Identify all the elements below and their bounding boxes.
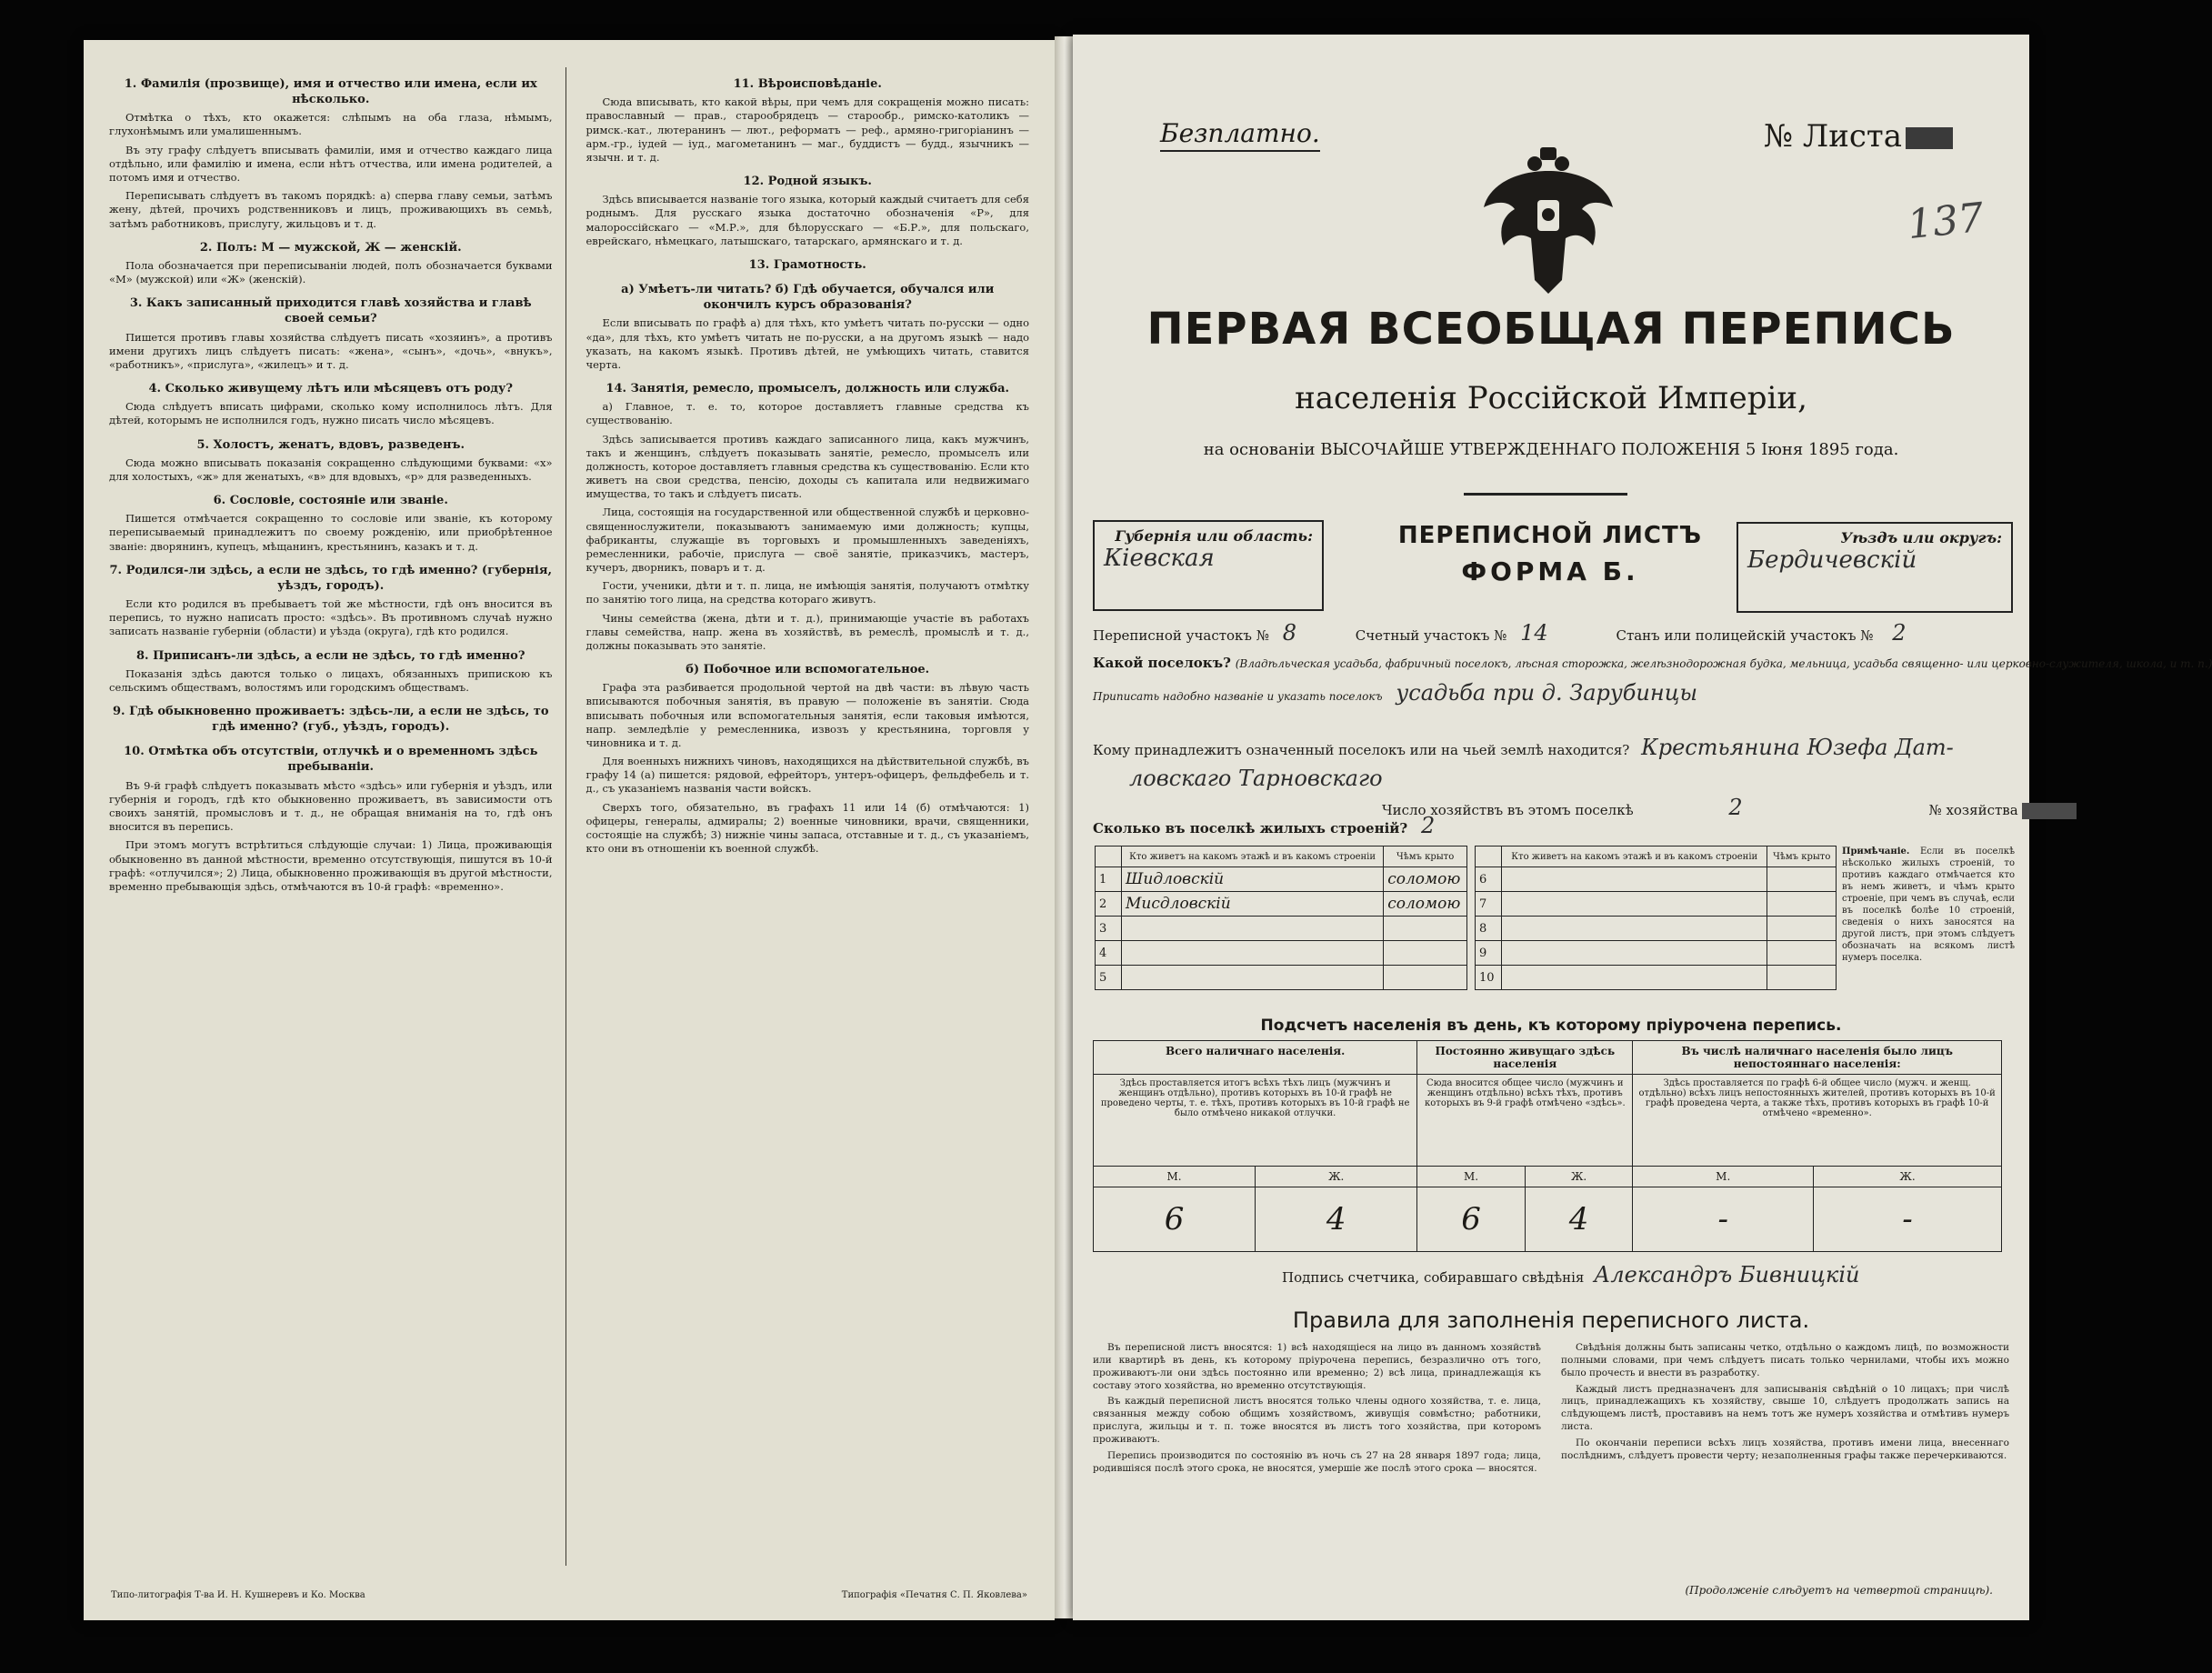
instruction-heading: 11. Вѣроисповѣданіе. xyxy=(733,77,882,91)
instruction-heading: 2. Полъ: М — мужской, Ж — женскій. xyxy=(199,240,462,255)
sheet-number xyxy=(1764,118,1953,155)
settlement-value: усадьба при д. Зарубинцы xyxy=(1396,680,1697,706)
rules-title: Правила для заполненія переписного листа. xyxy=(1292,1307,1810,1333)
building-cell-who xyxy=(1122,917,1384,941)
rules-paragraph: Въ каждый переписной листъ вносятся только члены одного хозяйства, т. е. лица, связанныя между собою общимъ хозяйствомъ, живущія совмѣстно; работники, прислуга, жильцы и т. п. тоже вносятся въ листъ того хозяйства, при которомъ проживаютъ. xyxy=(1093,1396,1541,1446)
book-spine xyxy=(1055,36,1075,1618)
buildings-header-who: Кто живетъ на какомъ этажѣ и въ какомъ строеніи xyxy=(1122,847,1384,867)
settlement-hint-2: Приписать надобно названіе и указать поселокъ xyxy=(1093,690,1383,703)
summary-col-temporary-title: Въ числѣ наличнаго населенія было лицъ непостояннаго населенія: xyxy=(1633,1041,2002,1075)
summary-value-permanent-f: 4 xyxy=(1525,1187,1633,1252)
building-row xyxy=(1476,966,1837,990)
printer-imprint-right: Типографія «Печатня С. П. Яковлева» xyxy=(841,1590,1027,1600)
summary-value-permanent-m: 6 xyxy=(1417,1187,1526,1252)
census-subtitle: населенія Россійской Имперіи, xyxy=(1295,380,1807,416)
instruction-paragraph: Показанія здѣсь даются только о лицахъ, обязанныхъ припискою къ сельскимъ обществамъ, волостямъ или городскимъ обществамъ. xyxy=(109,666,553,694)
district-label: Уѣздъ или округъ: xyxy=(1840,529,2002,546)
summary-col-total-title: Всего наличнаго населенія. xyxy=(1094,1041,1417,1075)
settlement-hint: (Владѣльческая усадьба, фабричный поселокъ, лѣсная сторожка, желѣзнодорожная будка, мельница, усадьба священно- или церковно-служителя, школа, и т. п.) xyxy=(1235,657,2212,670)
district-value: Бердичевскій xyxy=(1747,546,1917,574)
title-divider xyxy=(1464,493,1627,496)
instruction-column-2 xyxy=(586,67,1030,1566)
instruction-columns xyxy=(109,67,1029,1566)
form-title: ПЕРЕПИСНОЙ ЛИСТЪ xyxy=(1397,522,1703,549)
counting-district-label: Счетный участокъ № xyxy=(1355,627,1507,644)
instruction-paragraph: Здѣсь записывается противъ каждаго записанного лица, какъ мужчинъ, такъ и женщинъ, слѣдуетъ показывать занятіе, ремесло, промыселъ или должность, которое доставляетъ главныя средства къ существованію. Если кто живетъ на свои средства, пенсію, доходы съ капитала или недвижимаго имущества, то такъ и слѣдуетъ писать. xyxy=(586,432,1029,501)
instruction-paragraph: Для военныхъ нижнихъ чиновъ, находящихся на дѣйствительной службѣ, въ графу 14 (а) пишется: рядовой, ефрейторъ, унтеръ-офицеръ, фельдфебель и т. д., съ указаніемъ названія части войскъ. xyxy=(586,755,1029,796)
summary-value-temporary-m: - xyxy=(1633,1187,1814,1252)
buildings-table-left xyxy=(1095,846,1467,990)
summary-sex-m-1: М. xyxy=(1094,1167,1256,1187)
building-row xyxy=(1096,917,1467,941)
legal-basis-text: на основаніи ВЫСОЧАЙШЕ УТВЕРЖДЕННАГО ПОЛОЖЕНІЯ 5 Іюня 1895 года. xyxy=(1203,440,1899,459)
owner-line xyxy=(1093,735,2009,760)
census-district-label: Переписной участокъ № xyxy=(1093,627,1269,644)
building-row xyxy=(1096,867,1467,892)
census-title: ПЕРВАЯ ВСЕОБЩАЯ ПЕРЕПИСЬ xyxy=(1146,304,1956,355)
building-row xyxy=(1476,867,1837,892)
building-cell-n: 1 xyxy=(1096,867,1122,892)
instruction-paragraph: Здѣсь вписывается названіе того языка, который каждый считаетъ для себя роднымъ. Для русскаго языка достаточно обозначенія «Р», для малороссійскаго — «М.Р.», для бѣлорусскаго — «Б.Р.», для польскаго, еврейскаго, нѣмецкаго, латышскаго, татарскаго, армянскаго и т. д. xyxy=(586,193,1029,247)
building-cell-n: 4 xyxy=(1096,941,1122,966)
building-cell-roof xyxy=(1384,941,1467,966)
building-cell-roof: соломою xyxy=(1384,867,1467,892)
instruction-paragraph: Сюда вписывать, кто какой вѣры, при чемъ для сокращенія можно писать: православный — прав., старообрядецъ — старообр., римско-католикъ — римск.-кат., лютеранинъ — лют., реформатъ — реф., армяно-григоріанинъ — арм.-гр., іудей — іуд., магометанинъ — маг., буддистъ — будд., язычникъ — язычн. и т. д. xyxy=(586,95,1029,164)
owner-label: Кому принадлежитъ означенный поселокъ или на чьей землѣ находится? xyxy=(1093,742,1630,758)
instruction-heading: 1. Фамилія (прозвище), имя и отчество или имена, если их нѣсколько. xyxy=(124,77,537,107)
enumerator-signature-line xyxy=(1282,1262,1859,1287)
building-cell-empty xyxy=(1767,867,1837,892)
free-label: Безплатно. xyxy=(1160,118,1320,152)
instruction-paragraph: Сверхъ того, обязательно, въ графахъ 11 или 14 (б) отмѣчаются: 1) офицеры, генералы, адмиралы; 2) военные чиновники, врачи, священники, состоящіе на службѣ; 3) нижніе чины запаса, отставные и т. д., съ указаніемъ, кто они въ отношеніи къ военной службѣ. xyxy=(586,800,1029,856)
instruction-paragraph: Отмѣтка о тѣхъ, кто окажется: слѣпымъ на оба глаза, нѣмымъ, глухонѣмымъ или умалишеннымъ. xyxy=(109,111,553,138)
building-row xyxy=(1476,941,1837,966)
building-cell-empty xyxy=(1502,941,1767,966)
instruction-paragraph: Если кто родился въ пребываетъ той же мѣстности, гдѣ онъ вносится въ перепись, то нужно написать просто: «здѣсь». Въ противномъ случаѣ нужно записать названіе губерніи (области) и уѣзда (округа), гдѣ кто родился. xyxy=(109,597,553,638)
instruction-paragraph: Чины семейства (жена, дѣти и т. д.), принимающіе участіе въ работахъ главы семейства, напр. жена въ хозяйствѣ, въ ремеслѣ, промыслѣ и т. д., должны показывать это занятіе. xyxy=(586,611,1029,652)
buildings-header-who-2: Кто живетъ на какомъ этажѣ и въ какомъ строеніи xyxy=(1502,847,1767,867)
household-number-label: № хозяйства xyxy=(1928,802,2018,818)
summary-value-total-m: 6 xyxy=(1094,1187,1256,1252)
building-row xyxy=(1096,892,1467,917)
owner-line-2 xyxy=(1093,766,2009,791)
summary-value-temporary-f: - xyxy=(1814,1187,2002,1252)
building-row xyxy=(1476,917,1837,941)
instruction-paragraph: При этомъ могутъ встрѣтиться слѣдующіе случаи: 1) Лица, проживающія обыкновенно въ данной мѣстности, временно отсутствующія, пишутся въ 10-й графѣ: «отлучился»; 2) Лица, обыкновенно проживающія въ другой мѣстности, временно пребывающія здѣсь, отмѣчаются въ 10-й графѣ: «временно». xyxy=(109,838,553,893)
instruction-paragraph: Пишется отмѣчается сокращенно то сословіе или званіе, къ которому переписываемый принадлежитъ по своему рожденію, или приобрѣтенное званіе: дворянинъ, купецъ, мѣщанинъ, крестьянинъ, казакъ и т. д. xyxy=(109,512,553,553)
rules-column-2 xyxy=(1561,1342,2009,1479)
settlement-value-line xyxy=(1093,680,2009,706)
instruction-paragraph: Если вписывать по графѣ а) для тѣхъ, кто умѣетъ читать по-русски — одно «да», для тѣхъ, кто умѣетъ читать не по-русски, а на другомъ языкѣ — надо указать, на какомъ языкѣ. Противъ дѣтей, не умѣющихъ читать, ставится черта. xyxy=(586,316,1029,371)
building-cell-n: 9 xyxy=(1476,941,1502,966)
instruction-paragraph: Графа эта разбивается продольной чертой на двѣ части: въ лѣвую часть вписываются побочныя занятія, въ правую — положеніе въ занятіи. Сюда вписывать побочныя или вспомогательныя занятія, если таковыя имѣются, напр. земледѣліе у ремесленника, извозъ у крестьянина, торговля у чиновника и т. д. xyxy=(586,681,1029,749)
building-cell-empty xyxy=(1502,966,1767,990)
province-label: Губернія или область: xyxy=(1115,527,1313,545)
instruction-heading: 14. Занятія, ремесло, промыселъ, должность или служба. xyxy=(606,382,1010,396)
counting-district-value: 14 xyxy=(1520,620,1548,646)
police-district-label: Станъ или полицейскій участокъ № xyxy=(1616,627,1874,644)
building-row xyxy=(1476,892,1837,917)
building-cell-n: 6 xyxy=(1476,867,1502,892)
instruction-paragraph: Гости, ученики, дѣти и т. п. лица, не имѣющія занятія, получаютъ отмѣтку по занятію того лица, на средства котораго живутъ. xyxy=(586,579,1029,606)
rules-paragraph: По окончаніи переписи всѣхъ лицъ хозяйства, противъ имени лица, внесеннаго послѣднимъ, слѣдуетъ провести черту; незаполненныя графы также перечеркиваются. xyxy=(1561,1438,2009,1461)
households-label: Число хозяйствъ въ этомъ поселкѣ xyxy=(1382,802,1634,818)
instruction-heading: а) Умѣетъ-ли читать? б) Гдѣ обучается, обучался или окончилъ курсъ образованія? xyxy=(621,283,995,313)
rules-text xyxy=(1093,1342,2009,1479)
printer-imprint-left: Типо-литографія Т-ва И. Н. Кушнеревъ и Ко. Москва xyxy=(111,1590,365,1600)
building-cell-empty xyxy=(1502,867,1767,892)
census-district-value: 8 xyxy=(1282,620,1296,646)
instruction-heading: 7. Родился-ли здѣсь, а если не здѣсь, то гдѣ именно? (губернія, уѣздъ, городъ). xyxy=(109,563,552,593)
left-page-footer xyxy=(111,1590,1027,1600)
rules-paragraph: Каждый листъ предназначенъ для записыванія свѣдѣній о 10 лицахъ; при числѣ лицъ, принадлежащихъ къ хозяйству, свыше 10, слѣдуетъ продолжать запись на слѣдующемъ листѣ, проставивъ на немъ тотъ же нумеръ хозяйства и отмѣтивъ нумеръ листа. xyxy=(1561,1383,2009,1433)
building-cell-who xyxy=(1122,941,1384,966)
note-text: Если въ поселкѣ нѣсколько жилыхъ строеній, то противъ каждаго отмѣчается кто въ немъ живетъ, и чѣмъ крыто строеніе, при чемъ въ случаѣ, если въ поселкѣ болѣе 10 строеній, сведенія о нихъ заносятся на другой листъ, при этомъ слѣдуетъ обозначать на всякомъ листѣ нумеръ поселка. xyxy=(1842,847,2015,963)
population-count-title: Подсчетъ населенія въ день, къ которому пріурочена перепись. xyxy=(1260,1017,1842,1035)
province-box xyxy=(1093,520,1324,611)
form-subtitle: ФОРМА Б. xyxy=(1461,556,1639,586)
instruction-heading: 5. Холостъ, женатъ, вдовъ, разведенъ. xyxy=(196,437,465,452)
settlement-label: Какой поселокъ? xyxy=(1093,655,1231,671)
instruction-paragraph: а) Главное, т. е. то, которое доставляетъ главные средства къ существованію. xyxy=(586,400,1029,427)
rules-column-1 xyxy=(1093,1342,1541,1479)
instruction-column-1 xyxy=(109,67,566,1566)
instruction-paragraph: Пола обозначается при переписываніи людей, полъ обозначается буквами «М» (мужской) или «Ж» (женскій). xyxy=(109,258,553,286)
building-cell-roof: соломою xyxy=(1384,892,1467,917)
building-cell-empty xyxy=(1767,892,1837,917)
summary-sex-m-3: М. xyxy=(1633,1167,1814,1187)
sheet-number-label: № Листа xyxy=(1763,118,1902,155)
sheet-number-redacted xyxy=(1906,127,1953,149)
building-cell-n: 10 xyxy=(1476,966,1502,990)
note-label: Примѣчаніе. xyxy=(1842,847,1910,857)
owner-value: Крестьянина Юзефа Дат- xyxy=(1641,735,1954,760)
building-cell-empty xyxy=(1502,892,1767,917)
summary-sex-m-2: М. xyxy=(1417,1167,1526,1187)
imperial-eagle-emblem-icon xyxy=(1480,144,1616,298)
building-row xyxy=(1096,941,1467,966)
continued-note: (Продолженіе слѣдуетъ на четвертой страницѣ). xyxy=(1685,1584,1993,1597)
buildings-note xyxy=(1842,846,2015,964)
building-cell-empty xyxy=(1767,941,1837,966)
building-cell-empty xyxy=(1767,966,1837,990)
buildings-table-right xyxy=(1475,846,1837,990)
buildings-value: 2 xyxy=(1420,813,1436,838)
summary-col-permanent-text: Сюда вносится общее число (мужчинъ и женщинъ отдѣльно) всѣхъ тѣхъ, противъ которыхъ въ 9-й графѣ отмѣчено «здѣсь». xyxy=(1417,1075,1633,1167)
building-cell-empty xyxy=(1502,917,1767,941)
building-cell-who: Мисдловскій xyxy=(1122,892,1384,917)
form-title-block xyxy=(1355,522,1746,586)
instruction-heading: 4. Сколько живущему лѣтъ или мѣсяцевъ отъ роду? xyxy=(148,382,513,396)
buildings-header-roof: Чѣмъ крыто xyxy=(1384,847,1467,867)
rules-paragraph: Перепись производится по состоянію въ ночь съ 27 на 28 января 1897 года; лица, родившіяся послѣ этого срока, не вносятся, умершіе же послѣ этого срока — вносятся. xyxy=(1093,1449,1541,1474)
building-cell-roof xyxy=(1384,966,1467,990)
building-cell-n: 5 xyxy=(1096,966,1122,990)
buildings-line xyxy=(1093,813,2009,838)
households-value: 2 xyxy=(1728,795,1743,820)
building-cell-who: Шидловскій xyxy=(1122,867,1384,892)
buildings-header-roof-2: Чѣмъ крыто xyxy=(1767,847,1837,867)
building-cell-n: 2 xyxy=(1096,892,1122,917)
building-row xyxy=(1096,966,1467,990)
province-value: Кіевская xyxy=(1104,545,1215,572)
instruction-paragraph: Въ эту графу слѣдуетъ вписывать фамиліи, имя и отчество каждаго лица отдѣльно, или фамилію и имена, если нѣтъ отчества, или имена родителей, а потомъ имя и отчество. xyxy=(109,143,553,184)
signature-value: Александръ Бивницкій xyxy=(1594,1262,1860,1287)
buildings-label: Сколько въ поселкѣ жилыхъ строеній? xyxy=(1093,820,1408,836)
police-district-value: 2 xyxy=(1892,620,1907,646)
signature-label: Подпись счетчика, собиравшаго свѣдѣнія xyxy=(1282,1269,1585,1286)
instruction-heading: 10. Отмѣтка объ отсутствіи, отлучкѣ и о временномъ здѣсь пребываніи. xyxy=(124,745,538,775)
instruction-heading: 12. Родной языкъ. xyxy=(743,175,872,189)
district-numbers-line xyxy=(1093,620,2009,646)
population-count-table xyxy=(1093,1040,2002,1252)
owner-value-2: ловскаго Тарновскаго xyxy=(1129,766,1383,791)
instruction-paragraph: Въ 9-й графѣ слѣдуетъ показывать мѣсто «здѣсь» или губернія и уѣздъ, или губернія и городъ, гдѣ кто обыкновенно проживаетъ, въ зависимости отъ своихъ занятій, промысловъ и т. д., не обращая вниманія на то, гдѣ онъ вносится въ перепись. xyxy=(109,778,553,834)
instruction-heading: б) Побочное или вспомогательное. xyxy=(686,663,930,677)
summary-col-permanent-title: Постоянно живущаго здѣсь населенія xyxy=(1417,1041,1633,1075)
rules-paragraph: Въ переписной листъ вносятся: 1) всѣ находящіеся на лицо въ данномъ хозяйствѣ или квартирѣ въ день, къ которому пріурочена перепись, безразлично отъ того, проживаютъ-ли они здѣсь постоянно или временно; 2) всѣ лица, принадлежащія къ составу этого хозяйства, но временно отсутствующія. xyxy=(1093,1342,1541,1391)
summary-sex-f-1: Ж. xyxy=(1256,1167,1417,1187)
instruction-paragraph: Переписывать слѣдуетъ въ такомъ порядкѣ: а) сперва главу семьи, затѣмъ жену, дѣтей, прочихъ родственниковъ и лицъ, проживающихъ въ семьѣ, затѣмъ работниковъ, прислугу, жильцовъ и т. д. xyxy=(109,189,553,230)
instruction-heading: 13. Грамотность. xyxy=(748,257,866,272)
summary-value-total-f: 4 xyxy=(1256,1187,1417,1252)
handwritten-archive-number: 137 xyxy=(1905,194,1987,249)
building-cell-empty xyxy=(1767,917,1837,941)
building-cell-n: 7 xyxy=(1476,892,1502,917)
building-cell-n: 3 xyxy=(1096,917,1122,941)
census-form-page xyxy=(1073,35,2212,1620)
left-instruction-page xyxy=(84,40,1055,1620)
instruction-paragraph: Сюда можно вписывать показанія сокращенно слѣдующими буквами: «х» для холостыхъ, «ж» для женатыхъ, «в» для вдовыхъ, «р» для разведенныхъ. xyxy=(109,456,553,483)
summary-col-temporary-text: Здѣсь проставляется по графѣ 6-й общее число (мужч. и женщ. отдѣльно) всѣхъ лицъ непостоянныхъ жителей, противъ которыхъ въ 10-й графѣ проведена черта, а также тѣхъ, противъ которыхъ въ графѣ 10-й отмѣчено «временно». xyxy=(1633,1075,2002,1167)
instruction-paragraph: Лица, состоящія на государственной или общественной службѣ и церковно-священнослужители, показываютъ занимаемую ими должность; купцы, фабриканты, служащіе въ торговыхъ и промышленныхъ заведеніяхъ, ремесленники, рабочіе, прислуга — своё занятіе, приказчикъ, мастеръ, кучеръ, дворникъ, поваръ и т. д. xyxy=(586,506,1029,575)
instruction-heading: 8. Приписанъ-ли здѣсь, а если не здѣсь, то гдѣ именно? xyxy=(136,648,525,663)
district-box xyxy=(1737,522,2013,613)
instruction-paragraph: Сюда слѣдуетъ вписать цифрами, сколько кому исполнилось лѣтъ. Для дѣтей, которымъ не исполнился годъ, нужно писать число мѣсяцевъ. xyxy=(109,400,553,427)
settlement-line xyxy=(1093,655,2212,671)
building-cell-n: 8 xyxy=(1476,917,1502,941)
instruction-paragraph: Пишется противъ главы хозяйства слѣдуетъ писать «хозяинъ», а противъ имени другихъ лицъ слѣдуетъ писать: «жена», «сынъ», «дочь», «внукъ», «работникъ», «прислуга», «жилецъ» и т. д. xyxy=(109,330,553,371)
summary-sex-f-2: Ж. xyxy=(1525,1167,1633,1187)
building-cell-roof xyxy=(1384,917,1467,941)
summary-col-total-text: Здѣсь проставляется итогъ всѣхъ тѣхъ лицъ (мужчинъ и женщинъ отдѣльно), противъ которыхъ въ 10-й графѣ не проведено черты, т. е. тѣхъ, противъ которыхъ въ 10-й графѣ не было отмѣчено никакой отлучки. xyxy=(1094,1075,1417,1167)
household-number-redacted xyxy=(2022,803,2077,819)
summary-sex-f-3: Ж. xyxy=(1814,1167,2002,1187)
instruction-heading: 6. Сословіе, состояніе или званіе. xyxy=(213,494,448,508)
rules-paragraph: Свѣдѣнія должны быть записаны четко, отдѣльно о каждомъ лицѣ, по возможности полными словами, при чемъ слѣдуетъ писать только чернилами, чтобы ихъ можно было прочесть и внести въ разработку. xyxy=(1561,1342,2009,1378)
instruction-heading: 3. Какъ записанный приходится главѣ хозяйства и главѣ своей семьи? xyxy=(129,296,532,326)
building-cell-who xyxy=(1122,966,1384,990)
instruction-heading: 9. Гдѣ обыкновенно проживаетъ: здѣсь-ли, а если не здѣсь, то гдѣ именно? (губ., уѣздъ, городъ). xyxy=(112,705,549,735)
